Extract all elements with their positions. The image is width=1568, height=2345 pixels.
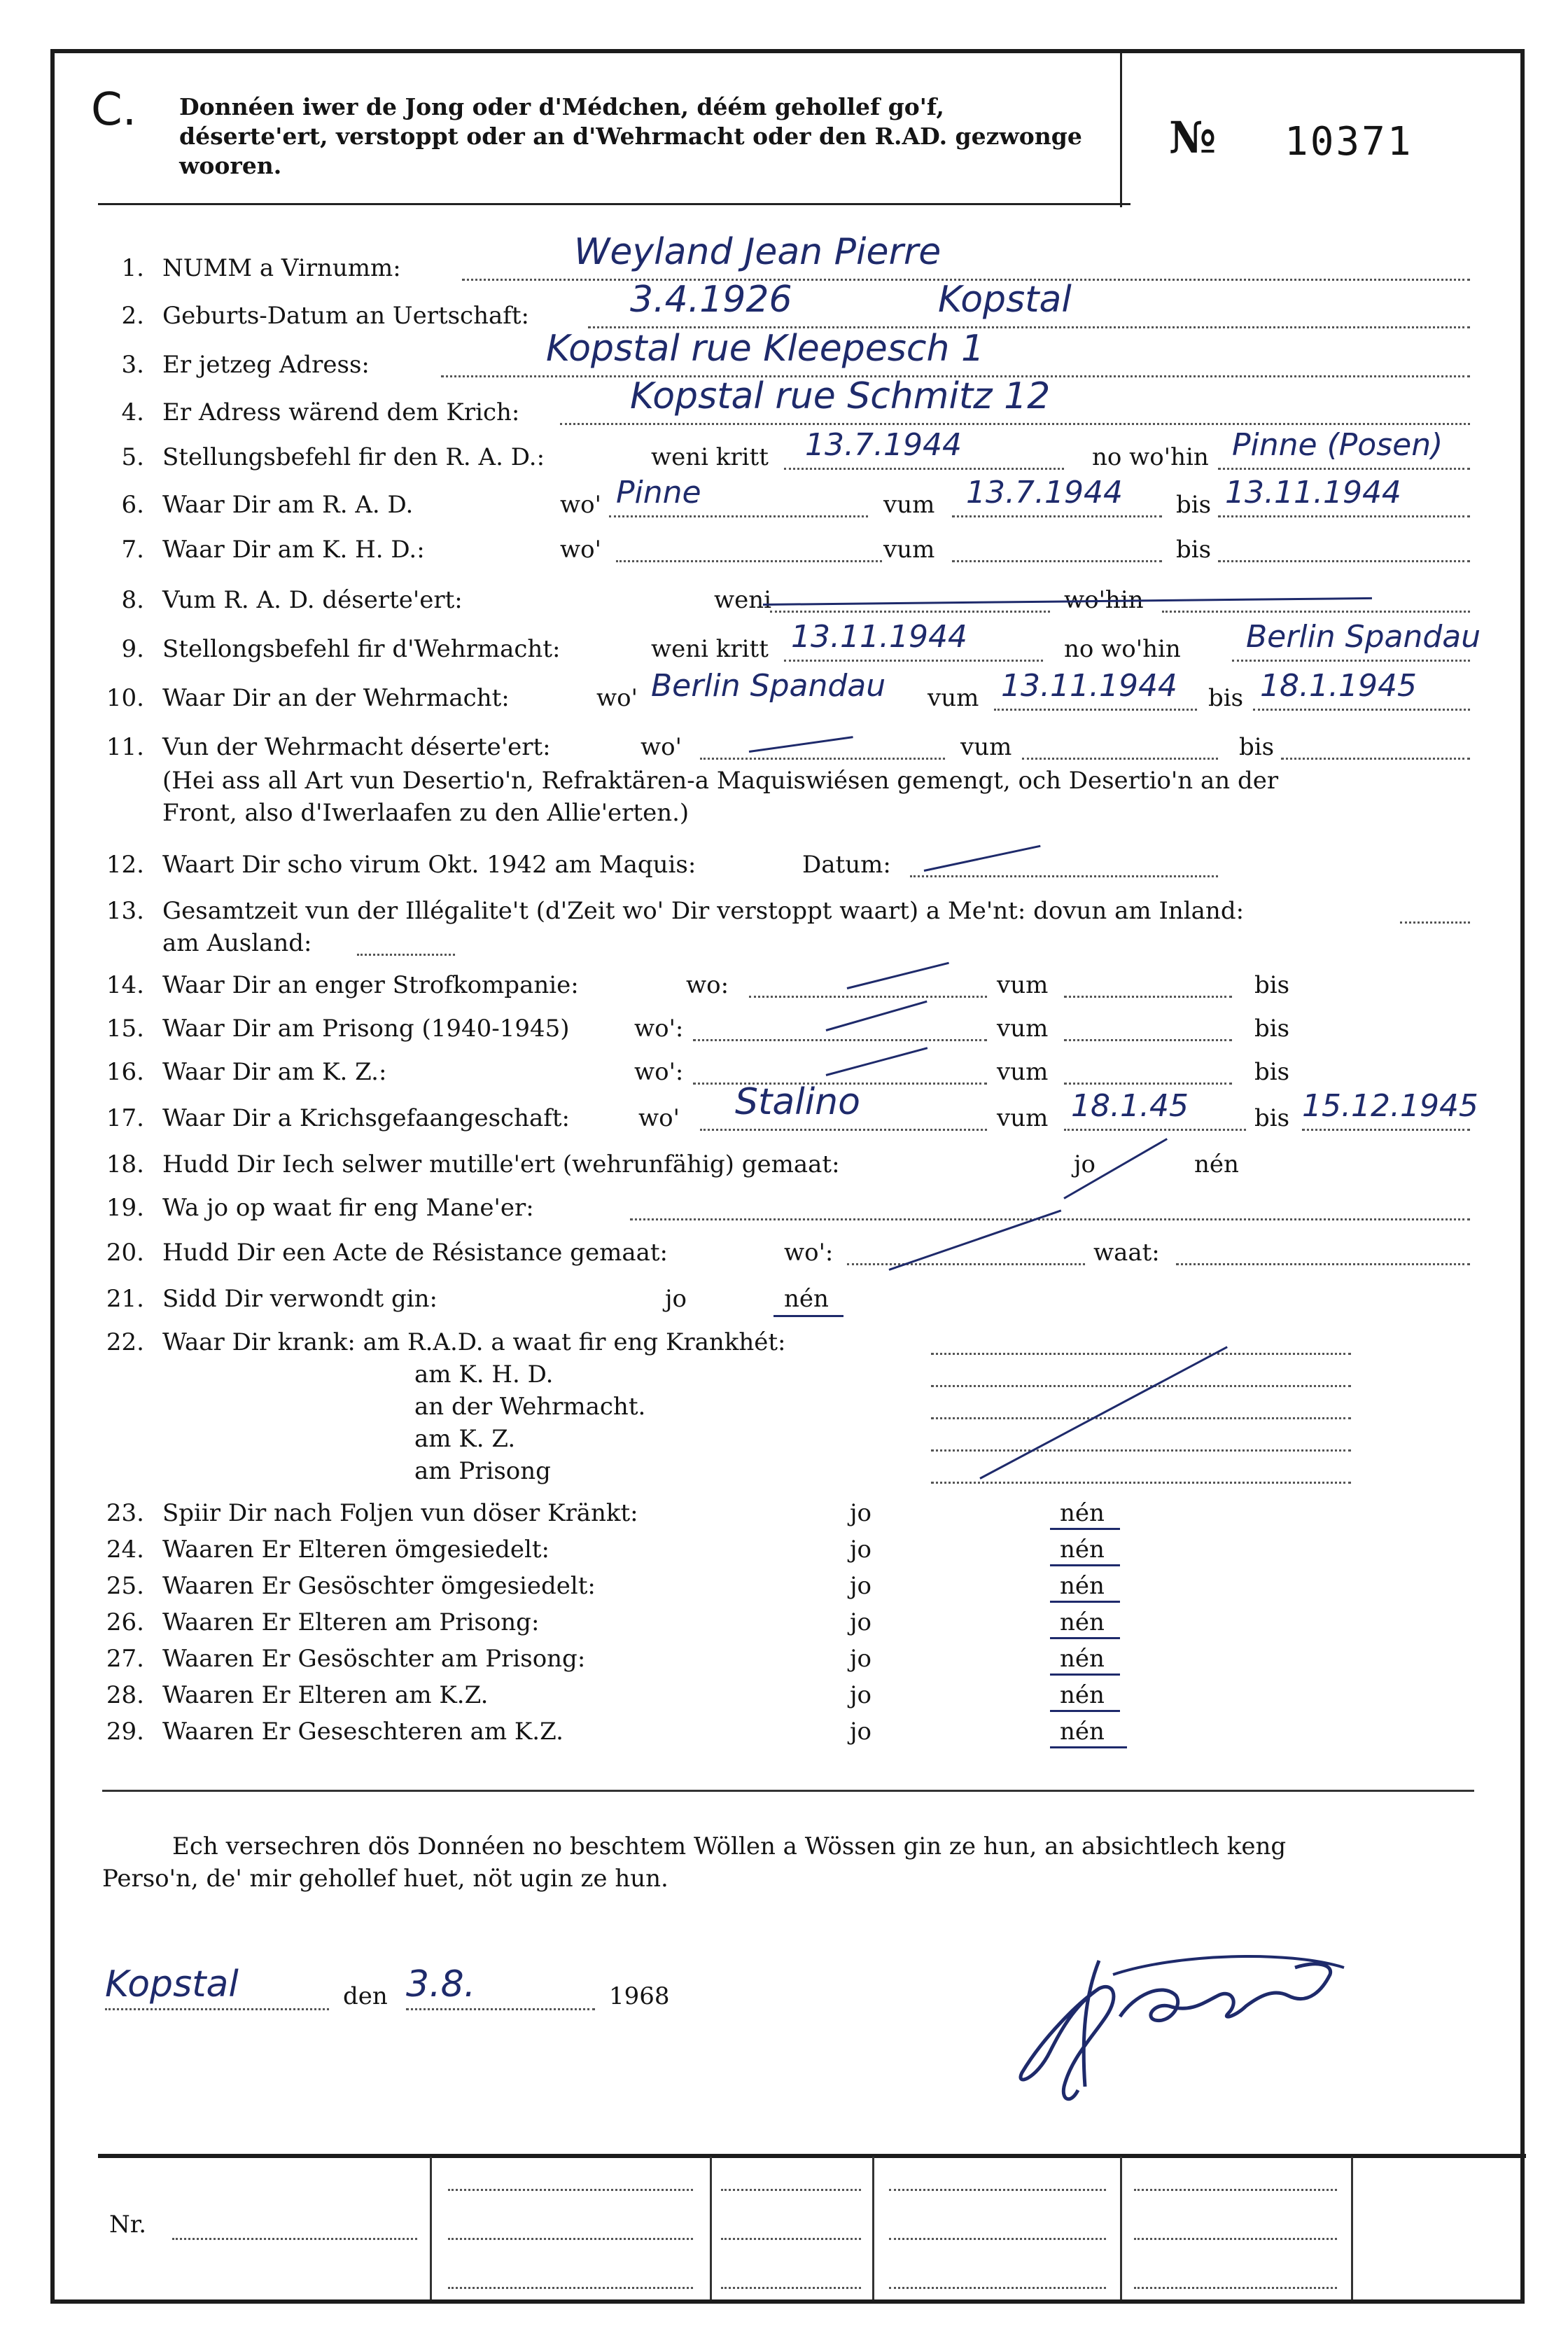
khd-vum-label: vum (883, 536, 935, 564)
wehrmacht-order-where-value[interactable]: Berlin Spandau (1246, 619, 1481, 655)
prison-vum-label: vum (997, 1015, 1049, 1043)
row-number: 23. (106, 1499, 144, 1527)
header-divider (98, 203, 1130, 205)
row-number: 20. (106, 1239, 144, 1267)
nen-underline (774, 1315, 844, 1317)
signature-date-value[interactable]: 3.8. (406, 1963, 476, 2005)
pow-label: Waar Dir a Krichsgefaangeschaft: (162, 1104, 570, 1132)
siblings-resettled-jo[interactable]: jo (850, 1572, 872, 1600)
manner-line (630, 1218, 1470, 1220)
row-number: 19. (106, 1194, 144, 1222)
manner-label: Wa jo op waat fir eng Mane'er: (162, 1194, 534, 1222)
nen-underline (1050, 1564, 1120, 1566)
row-number: 10. (106, 684, 144, 712)
footer-line (889, 2189, 1106, 2191)
khd-vum-line (952, 560, 1162, 562)
row-number: 9. (121, 635, 144, 663)
kz-bis-label: bis (1254, 1058, 1290, 1086)
kz-vum-line (1064, 1083, 1232, 1085)
row-number: 12. (106, 851, 144, 879)
name-label: NUMM a Virnumm: (162, 254, 401, 282)
footer-line (1134, 2189, 1337, 2191)
parents-prison-nen[interactable]: nén (1060, 1608, 1105, 1636)
prison-bis-label: bis (1254, 1015, 1290, 1043)
sequelae-label: Spiir Dir nach Foljen vun döser Kränkt: (162, 1499, 638, 1527)
footer-line (1134, 2287, 1337, 2289)
kz-vum-label: vum (997, 1058, 1049, 1086)
khd-bis-line (1218, 560, 1470, 562)
wehrmacht-label: Waar Dir an der Wehrmacht: (162, 684, 510, 712)
handwritten-signature (994, 1947, 1358, 2115)
rad-vum-line (952, 515, 1162, 517)
wehrmacht-vum-value[interactable]: 13.11.1944 (1001, 668, 1177, 704)
maquis-datum-label: Datum: (802, 851, 891, 879)
pow-bis-value[interactable]: 15.12.1945 (1302, 1088, 1478, 1124)
footer-column-divider (1120, 2157, 1122, 2299)
wehrmacht-desert-note: Front, also d'Iwerlaafen zu den Allie'erten.) (162, 799, 690, 827)
maquis-datum-line (910, 875, 1218, 877)
wehrmacht-order-label: Stellongsbefehl fir d'Wehrmacht: (162, 635, 561, 663)
row-number: 17. (106, 1104, 144, 1132)
resistance-label: Hudd Dir een Acte de Résistance gemaat: (162, 1239, 668, 1267)
khd-label: Waar Dir am K. H. D.: (162, 536, 425, 564)
sickness-sub-kz: am K. Z. (414, 1425, 516, 1453)
birth-label: Geburts-Datum an Uertschaft: (162, 302, 529, 330)
khd-wo-line (616, 560, 882, 562)
footer-column-divider (1351, 2157, 1353, 2299)
row-number: 14. (106, 971, 144, 999)
section-description: Donnéen iwer de Jong oder d'Médchen, déém gehollef go'f, déserte'ert, verstoppt oder an d'Wehrmacht oder den R.AD. gezwonge wooren. (179, 93, 1082, 179)
declaration-text: Perso'n, de' mir gehollef huet, nöt ugin ze hun. (102, 1865, 668, 1893)
form-number: 10371 (1284, 119, 1413, 165)
wehrmacht-order-when-value[interactable]: 13.11.1944 (791, 619, 967, 655)
kz-wo-label: wo': (634, 1058, 684, 1086)
war-address-value[interactable]: Kopstal rue Schmitz 12 (630, 375, 1051, 417)
footer-line (889, 2287, 1106, 2289)
siblings-kz-jo[interactable]: jo (850, 1718, 872, 1746)
row-number: 13. (106, 897, 144, 925)
resistance-waat-line (1176, 1263, 1470, 1265)
nen-underline (1050, 1746, 1127, 1748)
row-number: 7. (121, 536, 144, 564)
pow-wo-label: wo' (638, 1104, 680, 1132)
row-number: 24. (106, 1536, 144, 1564)
row-number: 28. (106, 1681, 144, 1709)
footer-line (448, 2287, 693, 2289)
self-mutilation-label: Hudd Dir Iech selwer mutille'ert (wehrunfähig) gemaat: (162, 1150, 840, 1178)
row-number: 29. (106, 1718, 144, 1746)
rad-order-where-value[interactable]: Pinne (Posen) (1232, 427, 1443, 463)
footer-nr-label: Nr. (109, 2211, 147, 2239)
sickness-line (931, 1385, 1351, 1387)
khd-bis-label: bis (1176, 536, 1212, 564)
footer-nr-line (172, 2238, 417, 2240)
nen-underline (1050, 1528, 1120, 1530)
wehrmacht-wo-label: wo' (596, 684, 638, 712)
row-number: 25. (106, 1572, 144, 1600)
address-label: Er jetzeg Adress: (162, 351, 370, 379)
rad-order-when-label: weni kritt (651, 443, 769, 471)
resistance-wo-line (847, 1263, 1085, 1265)
siblings-prison-label: Waaren Er Gesöschter am Prisong: (162, 1645, 586, 1673)
rad-bis-value[interactable]: 13.11.1944 (1225, 475, 1401, 510)
signature-place-line (105, 2008, 329, 2010)
nen-underline (1050, 1601, 1120, 1603)
birth-date-value[interactable]: 3.4.1926 (630, 279, 792, 321)
footer-line (448, 2189, 693, 2191)
footer-line (721, 2287, 861, 2289)
footer-line (448, 2238, 693, 2240)
parents-kz-nen[interactable]: nén (1060, 1681, 1105, 1709)
penal-company-wo-label: wo: (686, 971, 729, 999)
parents-prison-label: Waaren Er Elteren am Prisong: (162, 1608, 540, 1636)
pow-bis-label: bis (1254, 1104, 1290, 1132)
resistance-wo-label: wo': (784, 1239, 834, 1267)
pow-vum-value[interactable]: 18.1.45 (1071, 1088, 1189, 1124)
wehrmacht-desert-bis-line (1281, 758, 1470, 760)
rad-bis-line (1218, 515, 1470, 517)
rad-vum-value[interactable]: 13.7.1944 (966, 475, 1123, 510)
wounded-label: Sidd Dir verwondt gin: (162, 1285, 438, 1313)
rad-wo-line (609, 515, 868, 517)
header-vertical-divider (1120, 53, 1122, 207)
wehrmacht-bis-line (1253, 709, 1470, 711)
rad-order-label: Stellungsbefehl fir den R. A. D.: (162, 443, 545, 471)
wehrmacht-order-where-label: no wo'hin (1064, 635, 1181, 663)
rad-desert-weni-line (770, 611, 1050, 613)
wounded-jo[interactable]: jo (665, 1285, 687, 1313)
footer-line (1134, 2238, 1337, 2240)
wehrmacht-order-where-line (1232, 660, 1470, 662)
rad-desert-weni-label: weni (714, 586, 771, 614)
rad-desert-wohin-label: wo'hin (1064, 586, 1144, 614)
parents-resettled-nen[interactable]: nén (1060, 1536, 1105, 1564)
siblings-resettled-label: Waaren Er Gesöschter ömgesiedelt: (162, 1572, 596, 1600)
nen-underline (1050, 1710, 1120, 1712)
penal-company-wo-line (749, 996, 987, 998)
pow-wo-value[interactable]: Stalino (735, 1081, 860, 1123)
prison-vum-line (1064, 1039, 1232, 1041)
sequelae-nen[interactable]: nén (1060, 1499, 1105, 1527)
nen-underline (1050, 1637, 1120, 1639)
row-number: 4. (121, 398, 144, 426)
name-value[interactable]: Weyland Jean Pierre (574, 231, 941, 273)
wehrmacht-desert-wo-label: wo' (640, 733, 682, 761)
maquis-label: Waart Dir scho virum Okt. 1942 am Maquis: (162, 851, 696, 879)
sickness-line (931, 1417, 1351, 1419)
rad-order-when-line (784, 468, 1064, 470)
parents-resettled-jo[interactable]: jo (850, 1536, 872, 1564)
row-number: 26. (106, 1608, 144, 1636)
parents-resettled-label: Waaren Er Elteren ömgesiedelt: (162, 1536, 550, 1564)
row-number: 3. (121, 351, 144, 379)
wehrmacht-bis-value[interactable]: 18.1.1945 (1260, 668, 1417, 704)
footer-divider (98, 2154, 1526, 2158)
footer-column-divider (872, 2157, 874, 2299)
section-letter: C. (91, 84, 137, 136)
rad-bis-label: bis (1176, 491, 1212, 519)
self-mutilation-nen[interactable]: nén (1194, 1150, 1239, 1178)
illegality-abroad-label: am Ausland: (162, 929, 312, 957)
footer-line (721, 2238, 861, 2240)
rad-label: Waar Dir am R. A. D. (162, 491, 414, 519)
rad-vum-label: vum (883, 491, 935, 519)
footer-line (889, 2238, 1106, 2240)
wehrmacht-desert-note: (Hei ass all Art vun Desertio'n, Refraktären-a Maquiswiésen gemengt, och Desertio'n an der (162, 767, 1279, 795)
footer-column-divider (430, 2157, 432, 2299)
illegality-inland-line (1400, 921, 1470, 924)
row-number: 2. (121, 302, 144, 330)
rad-order-where-label: no wo'hin (1092, 443, 1209, 471)
row-number: 5. (121, 443, 144, 471)
parents-kz-label: Waaren Er Elteren am K.Z. (162, 1681, 489, 1709)
pow-wo-line (700, 1129, 987, 1131)
rad-desert-wohin-line (1162, 611, 1470, 613)
birth-place-value[interactable]: Kopstal (938, 279, 1072, 321)
wehrmacht-vum-label: vum (927, 684, 979, 712)
siblings-kz-nen[interactable]: nén (1060, 1718, 1105, 1746)
penal-company-label: Waar Dir an enger Strofkompanie: (162, 971, 579, 999)
wehrmacht-desert-wo-line (700, 758, 945, 760)
prison-wo-line (693, 1039, 987, 1041)
parents-prison-jo[interactable]: jo (850, 1608, 872, 1636)
prison-label: Waar Dir am Prisong (1940-1945) (162, 1015, 570, 1043)
row-number: 11. (106, 733, 144, 761)
row-number: 21. (106, 1285, 144, 1313)
address-value[interactable]: Kopstal rue Kleepesch 1 (546, 328, 985, 370)
parents-kz-jo[interactable]: jo (850, 1681, 872, 1709)
wehrmacht-wo-value[interactable]: Berlin Spandau (651, 668, 886, 704)
footer-column-divider (710, 2157, 712, 2299)
prison-wo-label: wo': (634, 1015, 684, 1043)
sickness-sub-wehrmacht: an der Wehrmacht. (414, 1393, 646, 1421)
row-number: 16. (106, 1058, 144, 1086)
row-number: 15. (106, 1015, 144, 1043)
illegality-abroad-line (357, 954, 455, 956)
section-separator (102, 1790, 1474, 1792)
row-number: 18. (106, 1150, 144, 1178)
sickness-sub-prison: am Prisong (414, 1457, 551, 1485)
siblings-kz-label: Waaren Er Geseschteren am K.Z. (162, 1718, 564, 1746)
wehrmacht-order-when-line (784, 660, 1043, 662)
signature-place-value[interactable]: Kopstal (105, 1963, 239, 2005)
sequelae-jo[interactable]: jo (850, 1499, 872, 1527)
rad-wo-value[interactable]: Pinne (616, 475, 701, 510)
khd-wo-label: wo' (560, 536, 601, 564)
rad-order-where-line (1218, 468, 1470, 470)
illegality-label: Gesamtzeit vun der Illégalite't (d'Zeit wo' Dir verstoppt waart) a Me'nt: dovun am Inland: (162, 897, 1245, 925)
row-number: 27. (106, 1645, 144, 1673)
declaration-text: Ech versechren dös Donnéen no beschtem Wöllen a Wössen gin ze hun, an absichtlech keng (172, 1832, 1287, 1860)
resistance-waat-label: waat: (1093, 1239, 1160, 1267)
signature-date-line (406, 2008, 595, 2010)
signature-den-label: den (343, 1982, 388, 2010)
sickness-label: Waar Dir krank: am R.A.D. a waat fir eng Krankhét: (162, 1328, 786, 1356)
footer-line (721, 2189, 861, 2191)
pow-vum-line (1064, 1129, 1246, 1131)
siblings-resettled-nen[interactable]: nén (1060, 1572, 1105, 1600)
sickness-line (931, 1482, 1351, 1484)
penal-company-bis-label: bis (1254, 971, 1290, 999)
wehrmacht-vum-line (994, 709, 1197, 711)
signature-year: 1968 (609, 1982, 670, 2010)
wehrmacht-desert-label: Vun der Wehrmacht déserte'ert: (162, 733, 551, 761)
rad-desert-label: Vum R. A. D. déserte'ert: (162, 586, 463, 614)
siblings-prison-nen[interactable]: nén (1060, 1645, 1105, 1673)
wehrmacht-bis-label: bis (1208, 684, 1244, 712)
rad-order-when-value[interactable]: 13.7.1944 (805, 427, 962, 463)
wehrmacht-order-when-label: weni kritt (651, 635, 769, 663)
wehrmacht-desert-vum-label: vum (960, 733, 1012, 761)
sickness-line (931, 1449, 1351, 1452)
self-mutilation-jo[interactable]: jo (1074, 1150, 1096, 1178)
sickness-line (931, 1353, 1351, 1355)
kz-label: Waar Dir am K. Z.: (162, 1058, 387, 1086)
pow-vum-label: vum (997, 1104, 1049, 1132)
row-number: 1. (121, 254, 144, 282)
penal-company-vum-label: vum (997, 971, 1049, 999)
nen-underline (1050, 1673, 1120, 1676)
row-number: 6. (121, 491, 144, 519)
wehrmacht-desert-vum-line (1022, 758, 1218, 760)
sickness-sub-khd: am K. H. D. (414, 1361, 554, 1389)
row-number: 22. (106, 1328, 144, 1356)
wounded-nen[interactable]: nén (784, 1285, 829, 1313)
penal-company-vum-line (1064, 996, 1232, 998)
wehrmacht-desert-bis-label: bis (1239, 733, 1275, 761)
pow-bis-line (1302, 1129, 1470, 1131)
rad-wo-label: wo' (560, 491, 601, 519)
war-address-label: Er Adress wärend dem Krich: (162, 398, 520, 426)
row-number: 8. (121, 586, 144, 614)
number-label: № (1169, 112, 1217, 163)
siblings-prison-jo[interactable]: jo (850, 1645, 872, 1673)
